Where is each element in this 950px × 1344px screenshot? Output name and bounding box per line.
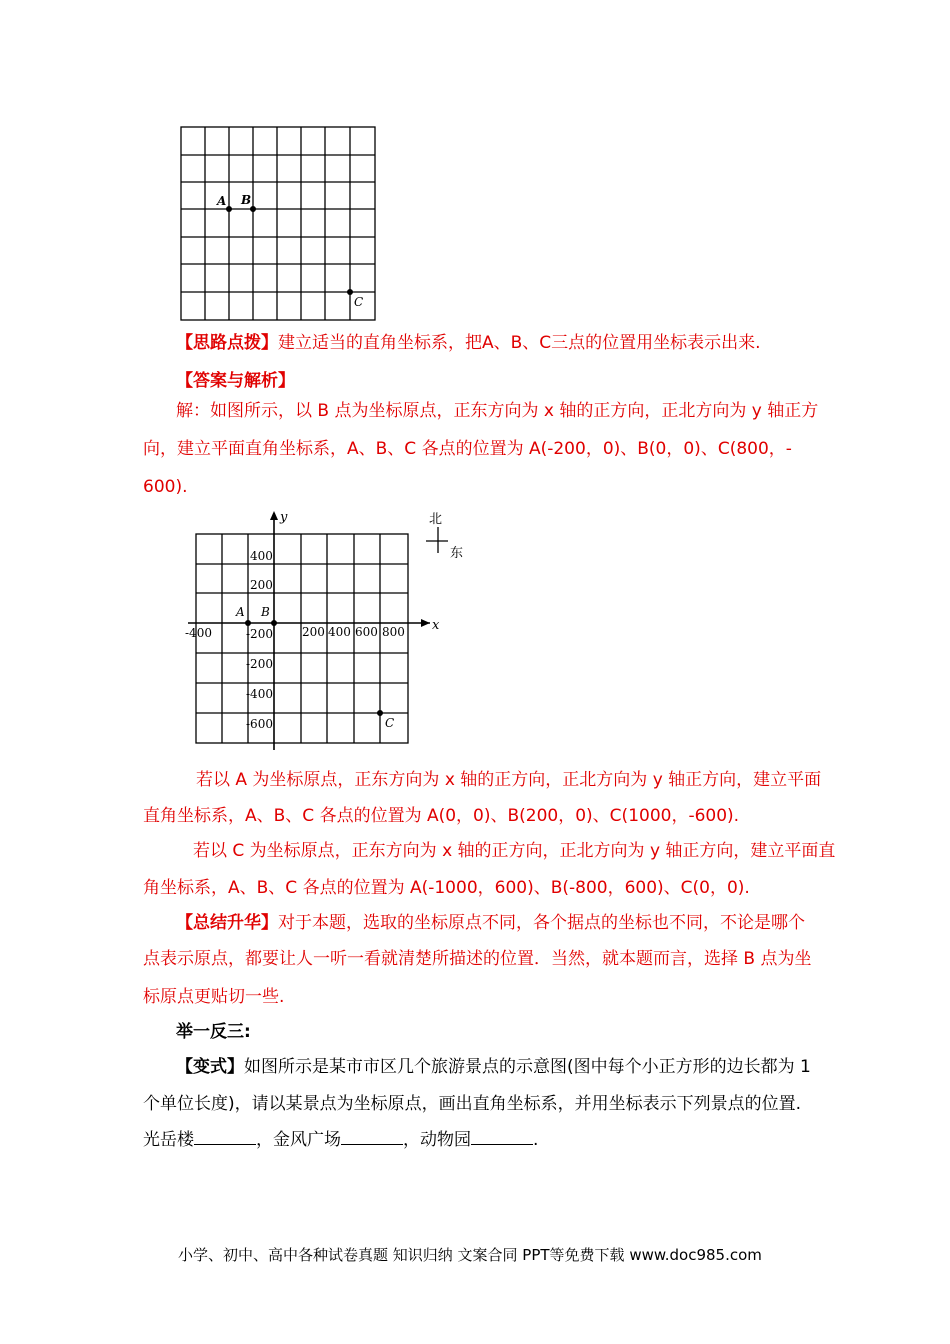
- compass: [426, 512, 463, 561]
- item-label: ，动物园: [403, 1130, 471, 1150]
- answer-blank[interactable]: [471, 1128, 533, 1145]
- y-tick-label: -400: [246, 687, 273, 701]
- x-tick-label: 200: [302, 625, 325, 639]
- point-c-label: C: [354, 295, 364, 309]
- item-label: 光岳楼: [143, 1130, 194, 1150]
- alt2-line-2: 角坐标系，A、B、C 各点的位置为 A(-1000，600)、B(-800，600)、C(0，0).: [143, 878, 750, 898]
- y-tick-label: 400: [250, 549, 273, 563]
- point-c-label: C: [385, 716, 395, 730]
- point-b-label: B: [261, 605, 270, 619]
- y-axis-label: y: [280, 510, 288, 525]
- point-a-label: A: [217, 194, 227, 208]
- solution-line-3: 600).: [143, 477, 188, 497]
- point-a-label: A: [236, 605, 245, 619]
- x-tick-label: 800: [382, 625, 405, 639]
- y-tick-label: -600: [246, 717, 273, 731]
- hint-text: 建立适当的直角坐标系，把A、B、C三点的位置用坐标表示出来.: [278, 333, 761, 353]
- alt1-line-2: 直角坐标系，A、B、C 各点的位置为 A(0，0)、B(200，0)、C(1000，-600).: [143, 806, 740, 826]
- page-footer: 小学、初中、高中各种试卷真题 知识归纳 文案合同 PPT等免费下载 www.doc985.com: [178, 1246, 762, 1264]
- summary-text: 对于本题，选取的坐标原点不同，各个据点的坐标也不同，不论是哪个: [278, 913, 805, 933]
- x-axis-arrow: [421, 619, 430, 627]
- hint-tag: 【思路点拨】: [176, 333, 278, 353]
- variant-line-3: [143, 1128, 538, 1151]
- point-c-dot: [347, 289, 353, 295]
- solution-line-2: 向，建立平面直角坐标系，A、B、C 各点的位置为 A(-200，0)、B(0，0)、C(800，-: [143, 439, 792, 459]
- point-a-dot: [245, 620, 251, 626]
- y-axis-arrow: [270, 511, 278, 520]
- point-c-dot: [377, 710, 383, 716]
- figure-1-grid: [176, 124, 382, 324]
- item-label: ，金风广场: [256, 1130, 341, 1150]
- hint-paragraph: [176, 332, 761, 354]
- summary-line-3: 标原点更贴切一些.: [143, 987, 285, 1007]
- point-b-label: B: [241, 193, 252, 207]
- summary-line-1: [176, 912, 805, 934]
- practice-heading: 举一反三:: [176, 1022, 251, 1042]
- x-tick-label: -400: [185, 626, 212, 640]
- x-tick-label: -200: [246, 627, 273, 641]
- y-tick-label: 200: [250, 578, 273, 592]
- answer-heading: 【答案与解析】: [176, 371, 295, 391]
- solution-line-1: 解：如图所示，以 B 点为坐标原点，正东方向为 x 轴的正方向，正北方向为 y 轴正方: [176, 401, 819, 421]
- x-tick-label: 400: [328, 625, 351, 639]
- y-tick-label: -200: [246, 657, 273, 671]
- summary-line-2: 点表示原点，都要让人一听一看就清楚所描述的位置．当然，就本题而言，选择 B 点为坐: [143, 949, 812, 969]
- x-axis-label: x: [432, 618, 440, 633]
- point-a-dot: [226, 206, 232, 212]
- answer-blank[interactable]: [341, 1128, 403, 1145]
- alt2-line-1: 若以 C 为坐标原点，正东方向为 x 轴的正方向，正北方向为 y 轴正方向，建立平面直: [193, 841, 836, 861]
- variant-tag: 【变式】: [176, 1057, 244, 1077]
- compass-north-label: 北: [429, 512, 443, 527]
- summary-tag: 【总结升华】: [176, 913, 278, 933]
- alt1-line-1: 若以 A 为坐标原点，正东方向为 x 轴的正方向，正北方向为 y 轴正方向，建立平面: [196, 770, 822, 790]
- variant-text: 如图所示是某市市区几个旅游景点的示意图(图中每个小正方形的边长都为 1: [244, 1057, 811, 1077]
- figure-2-coordinate-system: [180, 505, 480, 750]
- answer-blank[interactable]: [194, 1128, 256, 1145]
- x-tick-label: 600: [355, 625, 378, 639]
- variant-line-1: [176, 1056, 811, 1078]
- compass-east-label: 东: [450, 546, 464, 561]
- variant-line-2: 个单位长度)，请以某景点为坐标原点，画出直角坐标系，并用坐标表示下列景点的位置.: [143, 1094, 802, 1114]
- point-b-dot: [271, 620, 277, 626]
- line-end: .: [533, 1130, 539, 1150]
